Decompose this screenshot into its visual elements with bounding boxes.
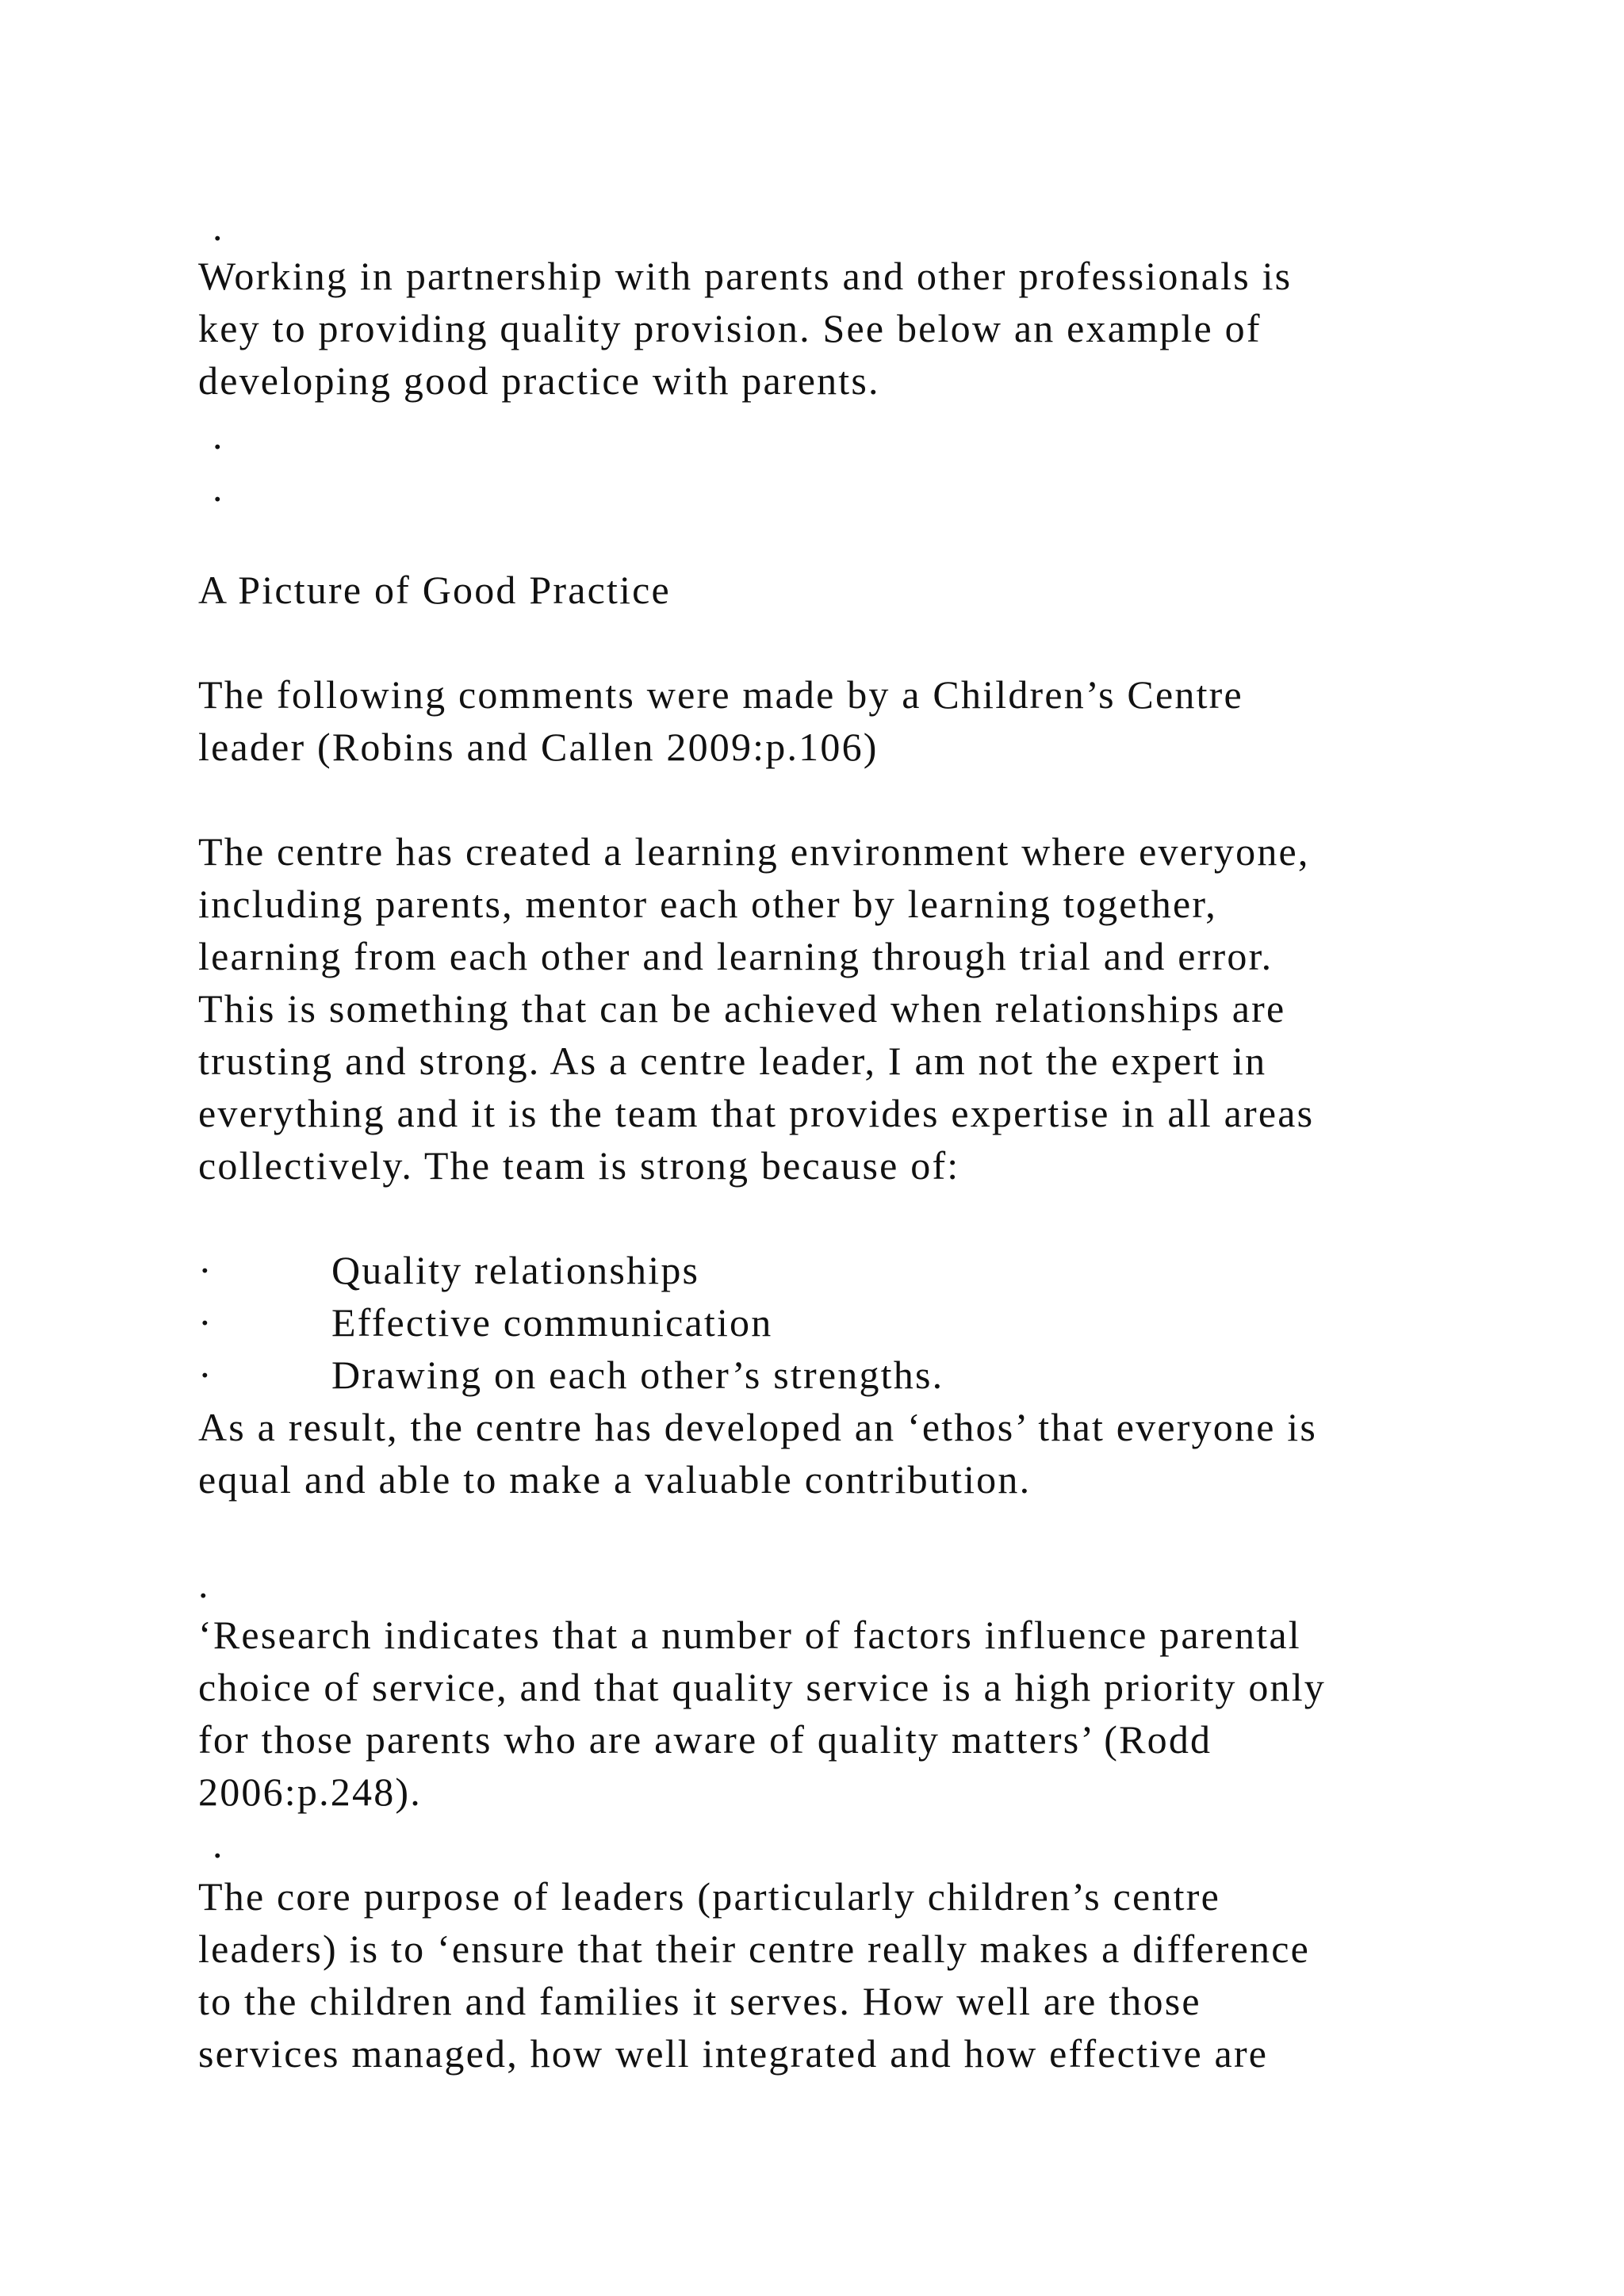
- quote-line-6: everything and it is the team that provides expertise in all areas: [198, 1091, 1315, 1135]
- attribution-line-1: The following comments were made by a Children’s Centre: [198, 672, 1243, 717]
- research-line-1: ‘Research indicates that a number of factors influence parental: [198, 1613, 1301, 1657]
- bullet-text: Effective communication: [331, 1300, 773, 1345]
- bullet-text: Quality relationships: [331, 1248, 700, 1292]
- quote-line-5: trusting and strong. As a centre leader, I am not the expert in: [198, 1039, 1267, 1083]
- intro-line-1: Working in partnership with parents and other professionals is: [198, 254, 1293, 298]
- bullet-text: Drawing on each other’s strengths.: [331, 1353, 944, 1397]
- quote-line-2: including parents, mentor each other by learning together,: [198, 882, 1217, 926]
- core-purpose-line-3: to the children and families it serves. How well are those: [198, 1979, 1201, 2023]
- attribution-line-2: leader (Robins and Callen 2009:p.106): [198, 725, 879, 769]
- quote-line-1: The centre has created a learning environment where everyone,: [198, 829, 1310, 874]
- quote-line-4: This is something that can be achieved when relationships are: [198, 986, 1286, 1031]
- result-line-2: equal and able to make a valuable contribution.: [198, 1457, 1032, 1502]
- bullet-dot-icon: ·: [198, 1353, 213, 1397]
- separator-dot: .: [213, 465, 224, 510]
- intro-line-3: developing good practice with parents.: [198, 358, 880, 403]
- quote-line-3: learning from each other and learning through trial and error.: [198, 934, 1274, 978]
- bullet-dot-icon: ·: [198, 1300, 213, 1345]
- separator-dot: .: [198, 1562, 210, 1606]
- research-line-4: 2006:p.248).: [198, 1770, 422, 1814]
- bullet-dot-icon: ·: [198, 1248, 213, 1292]
- research-line-2: choice of service, and that quality service is a high priority only: [198, 1665, 1327, 1709]
- separator-dot: .: [213, 1822, 224, 1866]
- result-line-1: As a result, the centre has developed an ‘ethos’ that everyone is: [198, 1405, 1318, 1449]
- core-purpose-line-1: The core purpose of leaders (particularly children’s centre: [198, 1874, 1220, 1919]
- core-purpose-line-2: leaders) is to ‘ensure that their centre really makes a difference: [198, 1927, 1310, 1971]
- research-line-3: for those parents who are aware of quality matters’ (Rodd: [198, 1717, 1212, 1762]
- separator-dot: .: [213, 205, 224, 249]
- core-purpose-line-4: services managed, how well integrated and how effective are: [198, 2031, 1269, 2076]
- section-heading: A Picture of Good Practice: [198, 568, 671, 612]
- intro-line-2: key to providing quality provision. See below an example of: [198, 306, 1262, 350]
- quote-line-7: collectively. The team is strong because of:: [198, 1143, 960, 1188]
- separator-dot: .: [213, 413, 224, 457]
